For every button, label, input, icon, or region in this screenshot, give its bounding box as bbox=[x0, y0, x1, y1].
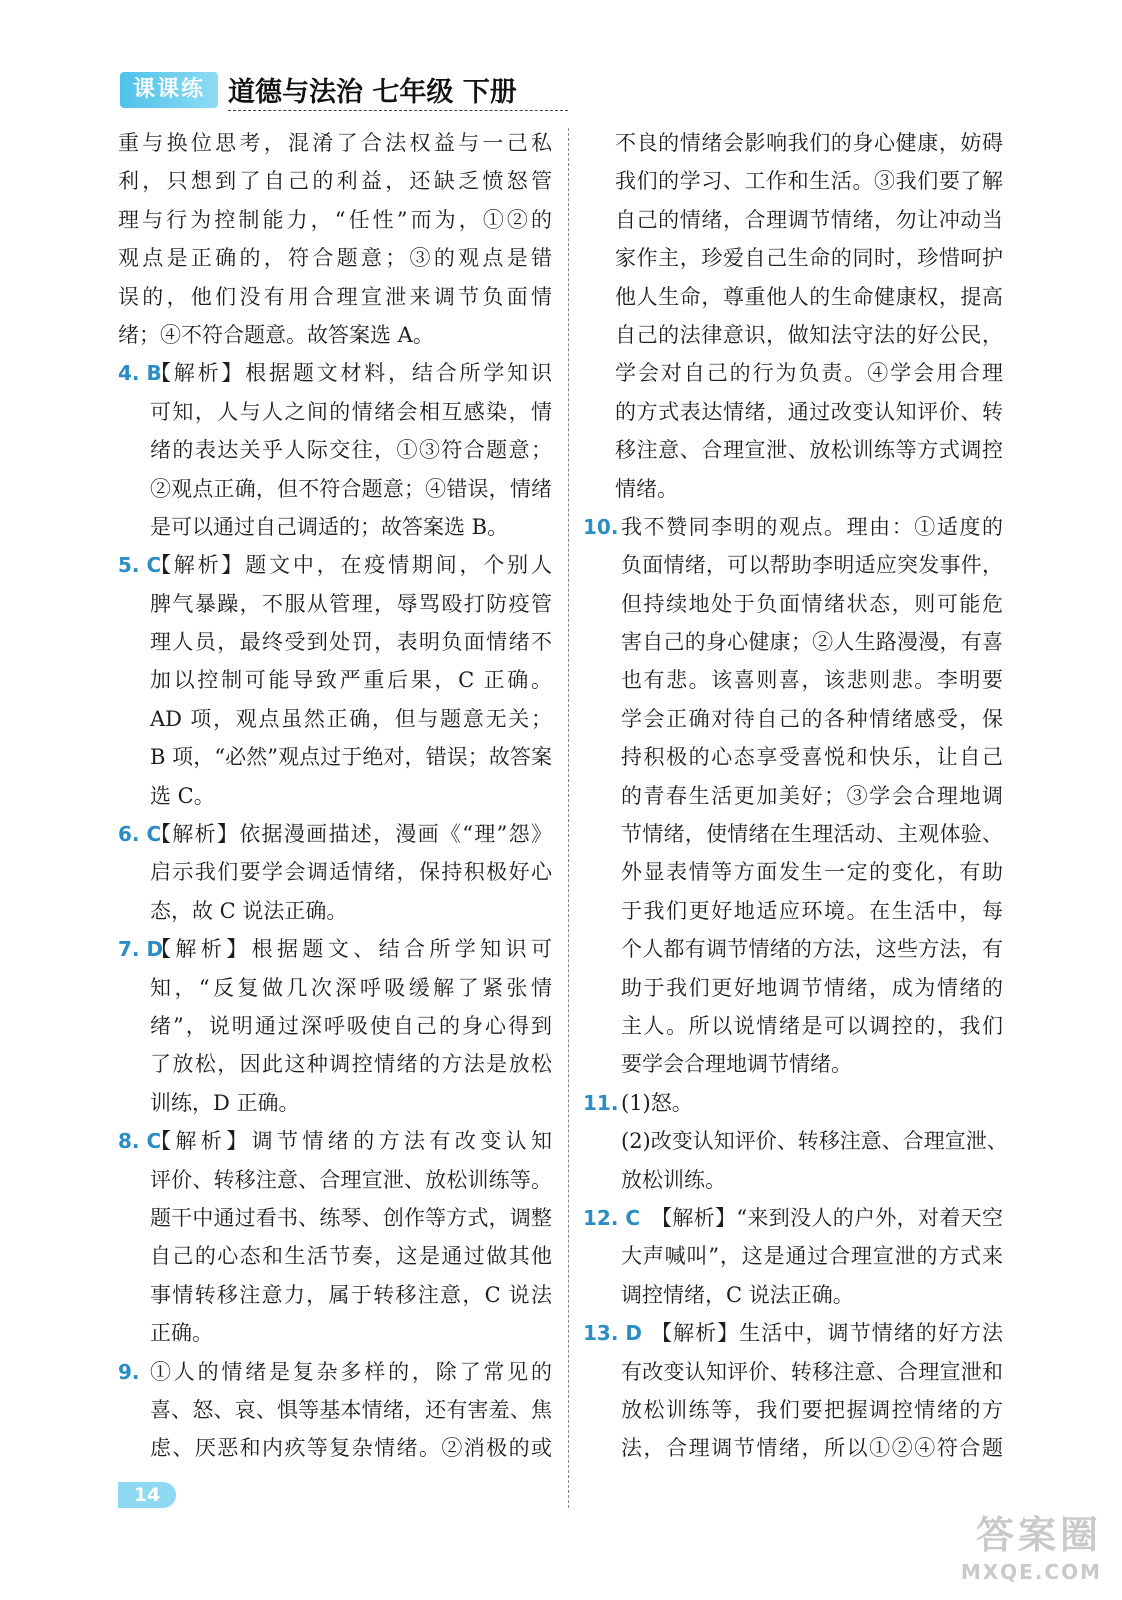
text-line: 重与换位思考，混淆了合法权益与一己私 bbox=[118, 131, 552, 155]
text-line: (2)改变认知评价、转移注意、合理宣泄、 bbox=[621, 1129, 1008, 1154]
left-column bbox=[118, 124, 552, 1468]
text-line: 持积极的心态享受喜悦和快乐，让自己 bbox=[621, 745, 1003, 770]
text-line: 是可以通过自己调适的；故答案选 B。 bbox=[150, 514, 509, 539]
question-number: 8. C bbox=[118, 1129, 162, 1154]
text-line: 大声喊叫”，这是通过合理宣泄的方式来 bbox=[621, 1244, 1003, 1269]
text-line: ①人的情绪是复杂多样的，除了常见的 bbox=[150, 1359, 552, 1384]
text-line: 情绪。 bbox=[615, 476, 678, 501]
answer-6 bbox=[118, 815, 552, 930]
question-number: 11. bbox=[583, 1090, 619, 1115]
answer-10 bbox=[583, 508, 1003, 1084]
text-line: 理与行为控制能力，“任性”而为，①②的 bbox=[118, 207, 552, 232]
answer-4 bbox=[118, 354, 552, 546]
text-line: 理人员，最终受到处罚，表明负面情绪不 bbox=[150, 630, 552, 655]
text-line: 绪”，说明通过深呼吸使自己的身心得到 bbox=[150, 1013, 552, 1038]
text-line: 学会正确对待自己的各种情绪感受，保 bbox=[621, 706, 1003, 731]
text-line: 害自己的身心健康；②人生路漫漫，有喜 bbox=[621, 630, 1003, 655]
text-line: 评价、转移注意、合理宣泄、放松训练等。 bbox=[150, 1167, 552, 1192]
text-line: 加以控制可能导致严重后果，C 正确。 bbox=[150, 668, 552, 693]
text-line: 脾气暴躁，不服从管理，辱骂殴打防疫管 bbox=[150, 591, 552, 616]
page-header bbox=[120, 68, 570, 114]
header-divider bbox=[228, 110, 568, 111]
text-line: 法，合理调节情绪，所以①②④符合题 bbox=[621, 1436, 1003, 1461]
text-line: 【解析】根据题文、结合所学知识可 bbox=[150, 937, 552, 962]
text-line: 学会对自己的行为负责。④学会用合理 bbox=[615, 361, 1003, 386]
text-line: 节情绪，使情绪在生理活动、主观体验、 bbox=[621, 822, 1003, 847]
answer-5 bbox=[118, 546, 552, 815]
text-line: 放松训练等，我们要把握调控情绪的方 bbox=[621, 1397, 1003, 1422]
question-number: 12. C bbox=[583, 1205, 641, 1230]
text-line: 自己的情绪，合理调节情绪，勿让冲动当 bbox=[615, 207, 1003, 232]
answer-9 bbox=[118, 1353, 552, 1468]
question-number: 4. B bbox=[118, 361, 162, 386]
text-line: 【解析】“来到没人的户外，对着天空 bbox=[651, 1205, 1003, 1230]
text-line: 负面情绪，可以帮助李明适应突发事件， bbox=[621, 553, 1003, 578]
watermark-url: MXQE.COM bbox=[960, 1560, 1102, 1584]
text-line: 调控情绪，C 说法正确。 bbox=[621, 1282, 854, 1307]
question-number: 9. bbox=[118, 1359, 140, 1384]
text-line: 自己的法律意识，做知法守法的好公民， bbox=[615, 322, 1003, 347]
text-line: 的青春生活更加美好；③学会合理地调 bbox=[621, 783, 1003, 808]
text-line: 选 C。 bbox=[150, 783, 215, 808]
text-line: 个人都有调节情绪的方法，这些方法，有 bbox=[621, 937, 1003, 962]
answer-3-continuation bbox=[118, 124, 552, 354]
text-line: 题干中通过看书、练琴、创作等方式，调整 bbox=[150, 1205, 552, 1230]
text-line: 利，只想到了自己的利益，还缺乏愤怒管 bbox=[118, 169, 552, 194]
text-line: 训练，D 正确。 bbox=[150, 1090, 300, 1115]
answer-13 bbox=[583, 1314, 1003, 1468]
question-number: 7. D bbox=[118, 937, 164, 962]
text-line: 事情转移注意力，属于转移注意，C 说法 bbox=[150, 1282, 552, 1307]
text-line: 放松训练。 bbox=[621, 1167, 726, 1192]
text-line: 移注意、合理宣泄、放松训练等方式调控 bbox=[615, 438, 1003, 463]
text-line: 【解析】生活中，调节情绪的好方法 bbox=[651, 1321, 1003, 1346]
text-line: ②观点正确，但不符合题意；④错误，情绪 bbox=[150, 476, 552, 501]
text-line: 但持续地处于负面情绪状态，则可能危 bbox=[621, 591, 1003, 616]
right-column bbox=[583, 124, 1008, 1468]
series-badge: 课课练 bbox=[120, 72, 218, 108]
answer-12 bbox=[583, 1199, 1003, 1314]
watermark-text: 答案圈 bbox=[975, 1513, 1102, 1557]
text-line: 家作主，珍爱自己生命的同时，珍惜呵护 bbox=[615, 246, 1003, 271]
answer-8 bbox=[118, 1122, 552, 1352]
text-line: 于我们更好地适应环境。在生活中，每 bbox=[621, 898, 1003, 923]
text-line: (1)怒。 bbox=[621, 1090, 693, 1115]
text-line: 可知，人与人之间的情绪会相互感染，情 bbox=[150, 399, 552, 424]
question-number: 10. bbox=[583, 514, 619, 539]
watermark bbox=[882, 1512, 1102, 1592]
text-line: 了放松，因此这种调控情绪的方法是放松 bbox=[150, 1052, 552, 1077]
text-line: 要学会合理地调节情绪。 bbox=[621, 1052, 852, 1077]
answer-9-continuation bbox=[583, 124, 1003, 508]
answer-11 bbox=[583, 1084, 1008, 1199]
text-line: 【解析】依据漫画描述，漫画《“理”怨》 bbox=[150, 822, 552, 847]
question-number: 13. D bbox=[583, 1321, 642, 1346]
text-line: 知，“反复做几次深呼吸缓解了紧张情 bbox=[150, 975, 552, 1000]
text-line: 误的，他们没有用合理宣泄来调节负面情 bbox=[118, 284, 552, 309]
text-line: 也有悲。该喜则喜，该悲则悲。李明要 bbox=[621, 668, 1003, 693]
text-line: 主人。所以说情绪是可以调控的，我们 bbox=[621, 1013, 1003, 1038]
text-line: 【解析】根据题文材料，结合所学知识 bbox=[150, 361, 552, 386]
text-line: 态，故 C 说法正确。 bbox=[150, 898, 348, 923]
text-line: 我不赞同李明的观点。理由：①适度的 bbox=[621, 514, 1003, 539]
book-title: 道德与法治 七年级 下册 bbox=[228, 77, 517, 108]
text-line: 喜、怒、哀、惧等基本情绪，还有害羞、焦 bbox=[150, 1397, 552, 1422]
text-line: B 项，“必然”观点过于绝对，错误；故答案 bbox=[150, 745, 552, 770]
answer-7 bbox=[118, 930, 552, 1122]
text-line: 正确。 bbox=[150, 1321, 213, 1346]
text-line: 他人生命，尊重他人的生命健康权，提高 bbox=[615, 284, 1003, 309]
text-line: 的方式表达情绪，通过改变认知评价、转 bbox=[615, 399, 1003, 424]
text-line: AD 项，观点虽然正确，但与题意无关； bbox=[150, 706, 552, 731]
text-line: 不良的情绪会影响我们的身心健康，妨碍 bbox=[615, 131, 1003, 155]
text-line: 有改变认知评价、转移注意、合理宣泄和 bbox=[621, 1359, 1003, 1384]
text-line: 【解析】题文中，在疫情期间，个别人 bbox=[150, 553, 552, 578]
column-divider bbox=[568, 128, 569, 1508]
page-number: 14 bbox=[118, 1482, 176, 1508]
text-line: 【解析】调节情绪的方法有改变认知 bbox=[150, 1129, 552, 1154]
text-line: 助于我们更好地调节情绪，成为情绪的 bbox=[621, 975, 1003, 1000]
text-line: 观点是正确的，符合题意；③的观点是错 bbox=[118, 246, 552, 271]
question-number: 5. C bbox=[118, 553, 162, 578]
text-line: 我们的学习、工作和生活。③我们要了解 bbox=[615, 169, 1003, 194]
text-line: 外显表情等方面发生一定的变化，有助 bbox=[621, 860, 1003, 885]
question-number: 6. C bbox=[118, 822, 162, 847]
text-line: 虑、厌恶和内疚等复杂情绪。②消极的或 bbox=[150, 1436, 552, 1461]
text-line: 绪；④不符合题意。故答案选 A。 bbox=[118, 322, 434, 347]
text-line: 绪的表达关乎人际交往，①③符合题意； bbox=[150, 438, 552, 463]
text-line: 自己的心态和生活节奏，这是通过做其他 bbox=[150, 1244, 552, 1269]
text-line: 启示我们要学会调适情绪，保持积极好心 bbox=[150, 860, 552, 885]
